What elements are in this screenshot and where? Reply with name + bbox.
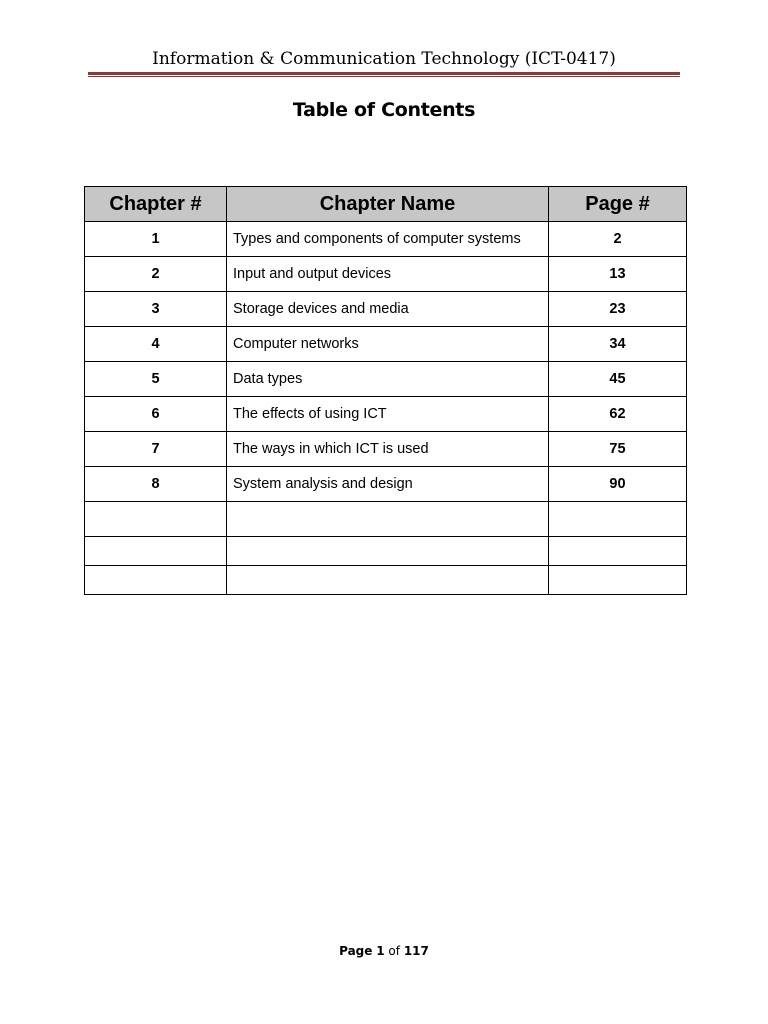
page-footer bbox=[0, 942, 768, 960]
column-header-chapter-name: Chapter Name bbox=[227, 187, 549, 222]
footer-of-word: of bbox=[388, 944, 400, 958]
empty-cell bbox=[85, 502, 227, 537]
chapter-name: Data types bbox=[227, 362, 549, 397]
chapter-number: 2 bbox=[85, 257, 227, 292]
header-rule-thin bbox=[88, 76, 680, 77]
table-row bbox=[85, 432, 687, 467]
page-number: 62 bbox=[549, 397, 687, 432]
empty-cell bbox=[227, 537, 549, 566]
table-row bbox=[85, 327, 687, 362]
empty-table-row bbox=[85, 502, 687, 537]
page-number: 90 bbox=[549, 467, 687, 502]
footer-current-page: 1 bbox=[376, 944, 385, 958]
empty-table-row bbox=[85, 566, 687, 595]
page-number: 75 bbox=[549, 432, 687, 467]
chapter-name: Types and components of computer systems bbox=[227, 222, 549, 257]
page-number: 13 bbox=[549, 257, 687, 292]
page-number: 23 bbox=[549, 292, 687, 327]
chapter-name: The effects of using ICT bbox=[227, 397, 549, 432]
chapter-number: 1 bbox=[85, 222, 227, 257]
table-row bbox=[85, 362, 687, 397]
page-number: 2 bbox=[549, 222, 687, 257]
chapter-name: Input and output devices bbox=[227, 257, 549, 292]
column-header-chapter-number: Chapter # bbox=[85, 187, 227, 222]
document-header-title: Information & Communication Technology (ICT-0417) bbox=[152, 49, 616, 69]
empty-cell bbox=[549, 502, 687, 537]
table-row bbox=[85, 222, 687, 257]
table-row bbox=[85, 397, 687, 432]
toc-title: Table of Contents bbox=[292, 99, 476, 121]
empty-cell bbox=[549, 566, 687, 595]
chapter-number: 6 bbox=[85, 397, 227, 432]
chapter-name: Computer networks bbox=[227, 327, 549, 362]
chapter-number: 7 bbox=[85, 432, 227, 467]
empty-cell bbox=[85, 537, 227, 566]
chapter-name: Storage devices and media bbox=[227, 292, 549, 327]
chapter-name: System analysis and design bbox=[227, 467, 549, 502]
chapter-number: 5 bbox=[85, 362, 227, 397]
table-row bbox=[85, 257, 687, 292]
page-number: 34 bbox=[549, 327, 687, 362]
empty-table-row bbox=[85, 537, 687, 566]
chapter-number: 3 bbox=[85, 292, 227, 327]
empty-cell bbox=[85, 566, 227, 595]
toc-table bbox=[84, 186, 687, 595]
empty-cell bbox=[549, 537, 687, 566]
footer-page-word: Page bbox=[339, 944, 373, 958]
chapter-number: 8 bbox=[85, 467, 227, 502]
footer-total-pages: 117 bbox=[403, 944, 429, 958]
page-number: 45 bbox=[549, 362, 687, 397]
empty-cell bbox=[227, 566, 549, 595]
empty-cell bbox=[227, 502, 549, 537]
toc-header-row bbox=[85, 187, 687, 222]
chapter-number: 4 bbox=[85, 327, 227, 362]
column-header-page-number: Page # bbox=[549, 187, 687, 222]
chapter-name: The ways in which ICT is used bbox=[227, 432, 549, 467]
table-row bbox=[85, 292, 687, 327]
table-row bbox=[85, 467, 687, 502]
header-rule-thick bbox=[88, 72, 680, 75]
